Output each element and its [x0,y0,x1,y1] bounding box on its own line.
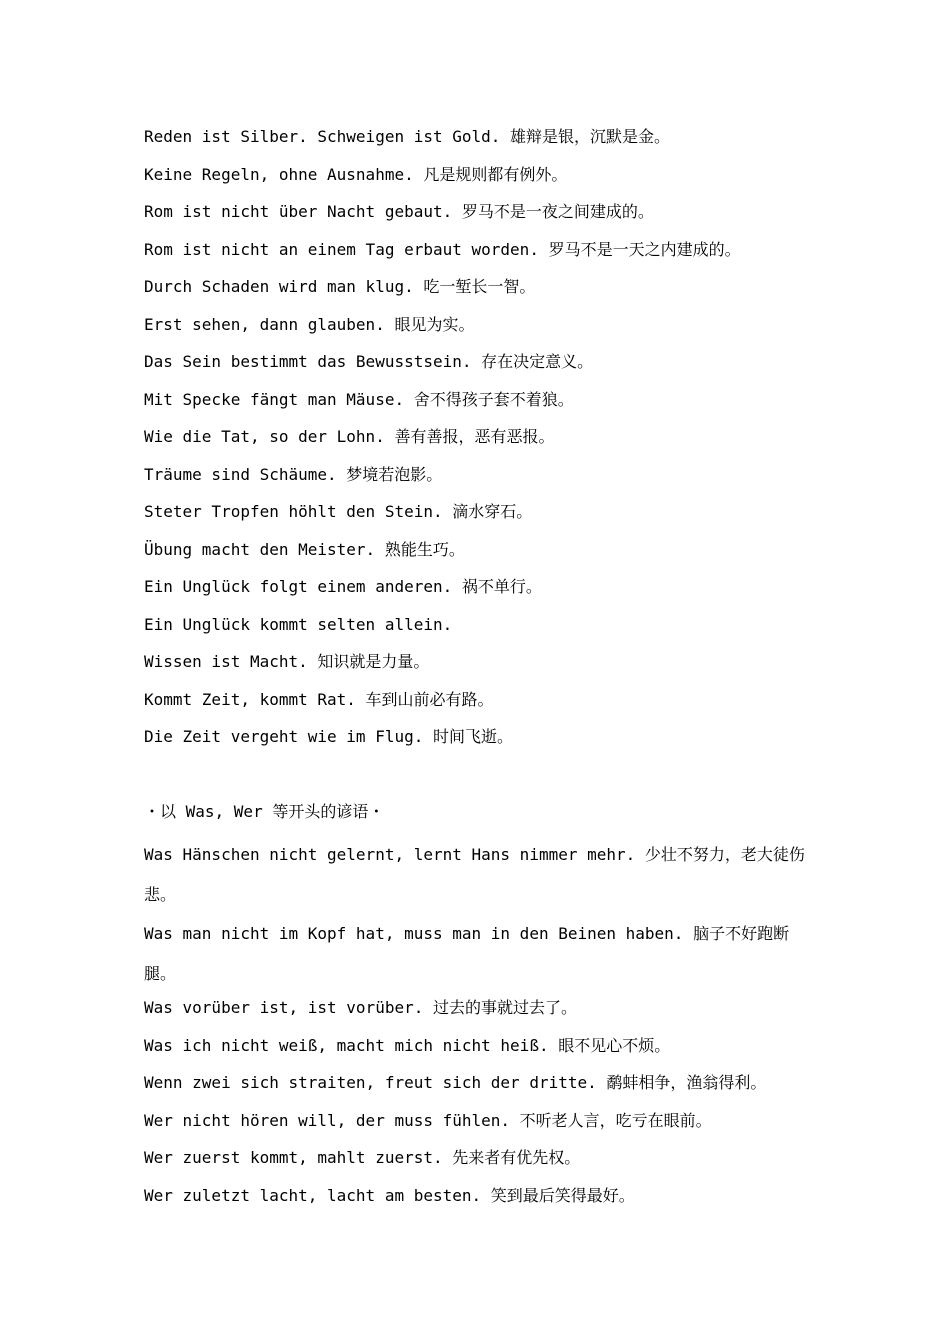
proverb-line: Wer zuletzt lacht, lacht am besten. 笑到最后笑得最好。 [144,1185,635,1205]
proverb-line: Reden ist Silber. Schweigen ist Gold. 雄辩是银，沉默是金。 [144,127,671,146]
proverb-line: Was man nicht im Kopf hat, muss man in den Beinen haben. 脑子不好跑断腿。 [144,924,790,983]
proverb-line: Rom ist nicht über Nacht gebaut. 罗马不是一夜之间建成的。 [144,202,654,221]
proverb-line: Durch Schaden wird man klug. 吃一堑长一智。 [144,277,536,296]
proverb-line: Was vorüber ist, ist vorüber. 过去的事就过去了。 [144,998,577,1017]
proverb-line: Keine Regeln, ohne Ausnahme. 凡是规则都有例外。 [144,164,568,184]
proverb-line: Wenn zwei sich straiten, freut sich der dritte. 鹬蚌相争，渔翁得利。 [144,1073,767,1092]
proverb-line: Ein Unglück folgt einem anderen. 祸不单行。 [144,577,542,596]
proverb-line: Was Hänschen nicht gelernt, lernt Hans nimmer mehr. 少壮不努力，老大徒伤悲。 [144,845,805,904]
proverb-line: Ein Unglück kommt selten allein. [144,614,453,634]
proverb-line: Wer nicht hören will, der muss fühlen. 不听老人言，吃亏在眼前。 [144,1110,712,1130]
proverb-line: Träume sind Schäume. 梦境若泡影。 [144,464,443,484]
proverb-line: Erst sehen, dann glauben. 眼见为实。 [144,314,475,334]
proverb-line: Das Sein bestimmt das Bewusstsein. 存在决定意义。 [144,352,594,371]
proverb-list-general [144,122,844,760]
proverb-line: Rom ist nicht an einem Tag erbaut worden. 罗马不是一天之内建成的。 [144,239,741,259]
proverb-line: Kommt Zeit, kommt Rat. 车到山前必有路。 [144,689,494,709]
proverb-line: Die Zeit vergeht wie im Flug. 时间飞逝。 [144,727,513,746]
proverb-line: Was ich nicht weiß, macht mich nicht heiß. 眼不见心不烦。 [144,1035,671,1055]
proverb-line: Steter Tropfen höhlt den Stein. 滴水穿石。 [144,502,533,521]
proverb-line: Mit Specke fängt man Mäuse. 舍不得孩子套不着狼。 [144,389,574,409]
section-heading: ・以 Was, Wer 等开头的谚语・ [144,802,385,821]
proverb-line: Wie die Tat, so der Lohn. 善有善报，恶有恶报。 [144,427,555,446]
proverb-line: Wissen ist Macht. 知识就是力量。 [144,652,430,671]
proverb-list-was-wer [144,835,814,1218]
proverb-line: Wer zuerst kommt, mahlt zuerst. 先来者有优先权。 [144,1148,581,1167]
proverb-line: Übung macht den Meister. 熟能生巧。 [144,539,465,559]
